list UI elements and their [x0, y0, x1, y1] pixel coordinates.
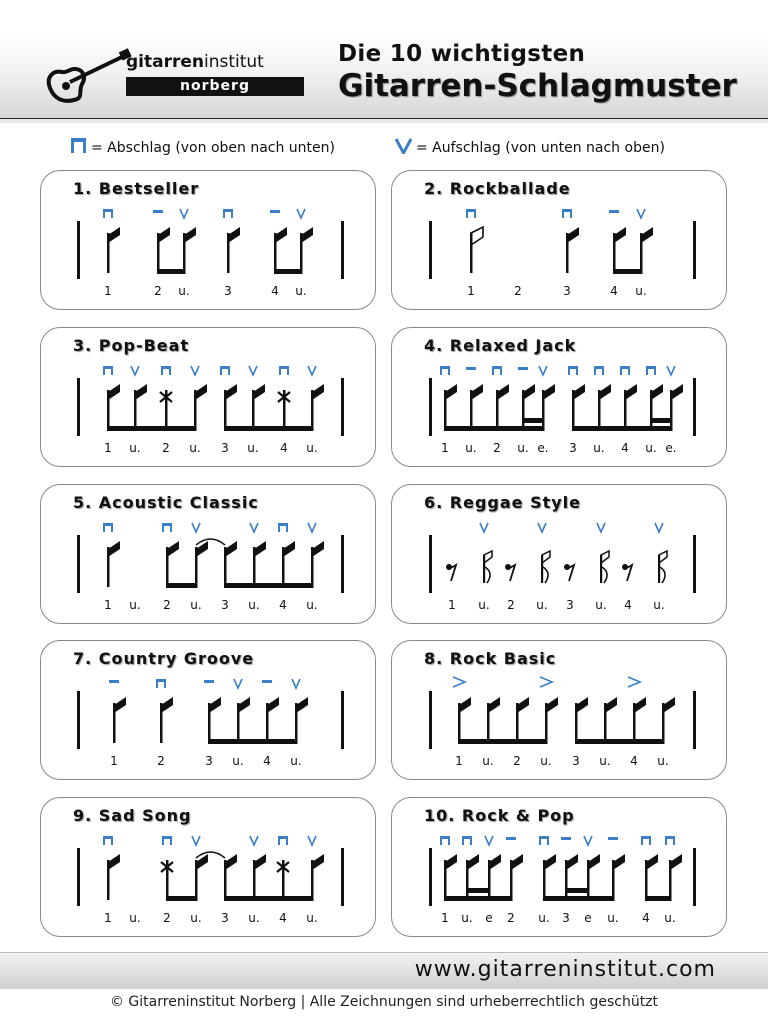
downstroke-icon — [70, 137, 87, 158]
count-label: e — [485, 911, 493, 925]
count-label: u. — [657, 754, 669, 768]
beam — [565, 888, 590, 893]
beam — [208, 739, 298, 744]
note-head — [275, 227, 287, 243]
upstroke-mark — [234, 679, 242, 688]
pattern-title: 5. Acoustic Classic — [73, 493, 259, 512]
upstroke-mark — [584, 836, 592, 845]
logo-subtitle: norberg — [126, 77, 304, 96]
upstroke-mark — [485, 836, 493, 845]
count-label: u. — [482, 754, 494, 768]
downstroke-mark — [220, 366, 230, 375]
beam — [466, 888, 491, 893]
eighth-rest — [622, 564, 632, 581]
upstroke-mark — [637, 209, 645, 218]
downstroke-mark — [103, 366, 113, 375]
bar-line-start — [429, 848, 432, 906]
count-label: u. — [248, 598, 260, 612]
strum-notation — [392, 641, 728, 781]
count-label: e — [584, 911, 592, 925]
pattern-title: 9. Sad Song — [73, 806, 192, 825]
upstroke-mark — [480, 523, 488, 532]
pattern-title: 3. Pop-Beat — [73, 336, 190, 355]
count-label: 3 — [572, 754, 580, 768]
bar-line-start — [77, 535, 80, 593]
upstroke-mark — [191, 366, 199, 375]
beam — [650, 418, 673, 423]
note-head — [267, 697, 279, 713]
note-head — [489, 854, 501, 870]
count-label: u. — [295, 284, 307, 298]
note-head — [254, 541, 266, 557]
legend-upstroke — [395, 137, 665, 158]
downstroke-mark — [594, 366, 604, 375]
bar-line-start — [77, 378, 80, 436]
downstroke-mark — [153, 210, 163, 213]
title-line-1: Die 10 wichtigsten — [338, 41, 586, 67]
count-label: 2 — [162, 441, 170, 455]
strum-notation — [392, 171, 728, 311]
bar-line-start — [77, 221, 80, 279]
strum-notation — [392, 328, 728, 468]
note-head — [114, 697, 126, 713]
downstroke-mark — [161, 366, 171, 375]
pattern-title: 8. Rock Basic — [424, 649, 557, 668]
strum-notation — [41, 798, 377, 938]
page-title: Gitarren-Schlagmuster — [338, 68, 737, 104]
count-label: u. — [247, 441, 259, 455]
beam — [224, 426, 314, 431]
note-head — [161, 697, 173, 713]
downstroke-mark — [561, 837, 571, 840]
note-head — [523, 384, 535, 400]
count-label: u. — [645, 441, 657, 455]
upstroke-mark — [180, 209, 188, 218]
note-head — [614, 227, 626, 243]
downstroke-mark — [440, 836, 450, 845]
count-label: u. — [653, 598, 665, 612]
beam — [274, 269, 303, 274]
pattern-card — [40, 640, 376, 780]
count-label: u. — [536, 598, 548, 612]
accent-mark — [453, 677, 465, 687]
downstroke-mark — [492, 366, 502, 375]
count-label: 4 — [642, 911, 650, 925]
downstroke-mark — [665, 836, 675, 845]
pattern-title: 2. Rockballade — [424, 179, 571, 198]
legend-downstroke — [70, 137, 335, 158]
count-label: 3 — [221, 598, 229, 612]
note-head — [225, 541, 237, 557]
downstroke-mark — [162, 836, 172, 845]
bar-line-end — [693, 848, 696, 906]
upstroke-mark — [192, 836, 200, 845]
downstroke-mark — [223, 209, 233, 218]
downstroke-mark — [103, 836, 113, 845]
downstroke-mark — [641, 836, 651, 845]
count-label: 1 — [104, 911, 112, 925]
count-label: u. — [599, 754, 611, 768]
count-label: u. — [540, 754, 552, 768]
count-label: u. — [129, 598, 141, 612]
note-head — [228, 227, 240, 243]
count-label: 4 — [279, 911, 287, 925]
count-label: u. — [306, 441, 318, 455]
downstroke-mark — [646, 366, 656, 375]
downstroke-mark — [278, 523, 288, 532]
downstroke-mark — [262, 680, 272, 683]
downstroke-mark — [466, 367, 476, 370]
note-head — [599, 384, 611, 400]
beam — [543, 896, 615, 901]
note-head — [158, 227, 170, 243]
count-label: 2 — [163, 598, 171, 612]
note-head — [238, 697, 250, 713]
count-label: 2 — [493, 441, 501, 455]
note-head — [312, 541, 324, 557]
flagged-note — [541, 551, 550, 583]
downstroke-mark — [462, 836, 472, 845]
count-label: u. — [538, 911, 550, 925]
beam — [444, 896, 513, 901]
downstroke-mark — [162, 523, 172, 532]
eighth-rest — [564, 564, 574, 581]
count-label: 1 — [441, 911, 449, 925]
pattern-title: 1. Bestseller — [73, 179, 200, 198]
note-head — [566, 854, 578, 870]
bar-line-end — [341, 691, 344, 749]
count-label: 3 — [221, 911, 229, 925]
note-head — [312, 384, 324, 400]
beam — [458, 739, 548, 744]
pattern-card — [391, 640, 727, 780]
copyright-notice: © Gitarreninstitut Norberg | Alle Zeichnungen sind urheberrechtlich geschützt — [109, 994, 659, 1010]
count-label: e. — [665, 441, 677, 455]
pattern-card — [40, 170, 376, 310]
note-head — [497, 384, 509, 400]
count-label: 3 — [224, 284, 232, 298]
logo-wordmark: gitarreninstitut — [126, 52, 264, 72]
pattern-card — [40, 484, 376, 624]
note-head — [605, 697, 617, 713]
count-label: 3 — [562, 911, 570, 925]
note-head — [254, 854, 266, 870]
note-head — [301, 227, 313, 243]
downstroke-mark — [539, 836, 549, 845]
note-head — [471, 384, 483, 400]
upstroke-mark — [131, 366, 139, 375]
upstroke-icon — [395, 137, 412, 158]
note-head — [108, 384, 120, 400]
upstroke-mark — [297, 209, 305, 218]
count-label: 4 — [271, 284, 279, 298]
bar-line-end — [341, 378, 344, 436]
note-head — [663, 697, 675, 713]
count-label: 2 — [154, 284, 162, 298]
note-head — [467, 854, 479, 870]
pattern-title: 4. Relaxed Jack — [424, 336, 577, 355]
downstroke-mark — [608, 837, 618, 840]
upstroke-mark — [539, 366, 547, 375]
upstroke-mark — [597, 523, 605, 532]
note-head — [445, 854, 457, 870]
count-label: 2 — [507, 598, 515, 612]
note-head — [634, 697, 646, 713]
flagged-note — [483, 551, 492, 583]
downstroke-mark — [156, 679, 166, 688]
bar-line-end — [693, 691, 696, 749]
note-head — [184, 227, 196, 243]
count-label: 3 — [563, 284, 571, 298]
note-head — [471, 227, 483, 245]
count-label: u. — [190, 598, 202, 612]
count-label: 4 — [621, 441, 629, 455]
pattern-title: 7. Country Groove — [73, 649, 255, 668]
bar-line-end — [341, 221, 344, 279]
note-head — [641, 227, 653, 243]
note-head — [209, 697, 221, 713]
count-label: 1 — [110, 754, 118, 768]
downstroke-mark — [620, 366, 630, 375]
count-label: u. — [607, 911, 619, 925]
upstroke-mark — [538, 523, 546, 532]
guitar-icon — [44, 48, 134, 104]
note-head — [544, 854, 556, 870]
website-url[interactable]: www.gitarreninstitut.com — [414, 957, 716, 982]
downstroke-mark — [279, 366, 289, 375]
flagged-note — [658, 551, 667, 583]
note-head — [225, 384, 237, 400]
legend-upstroke-text: = Aufschlag (von unten nach oben) — [416, 139, 665, 156]
strum-notation — [41, 328, 377, 468]
downstroke-mark — [204, 680, 214, 683]
downstroke-mark — [270, 210, 280, 213]
count-label: 3 — [205, 754, 213, 768]
upstroke-mark — [250, 836, 258, 845]
pattern-title: 6. Reggae Style — [424, 493, 582, 512]
note-head — [296, 697, 308, 713]
bar-line-start — [429, 691, 432, 749]
bar-line-start — [429, 535, 432, 593]
bar-line-end — [693, 378, 696, 436]
downstroke-mark — [440, 366, 450, 375]
pattern-card — [391, 170, 727, 310]
count-label: u. — [595, 598, 607, 612]
header-shadow — [0, 119, 768, 123]
count-label: u. — [189, 441, 201, 455]
count-label: 1 — [104, 441, 112, 455]
upstroke-mark — [308, 523, 316, 532]
downstroke-mark — [466, 209, 476, 218]
bar-line-start — [429, 221, 432, 279]
note-head — [108, 541, 120, 557]
note-head — [671, 384, 683, 400]
count-label: u. — [290, 754, 302, 768]
note-head — [543, 384, 555, 400]
downstroke-mark — [562, 209, 572, 218]
strum-notation — [41, 485, 377, 625]
upstroke-mark — [667, 366, 675, 375]
count-label: 3 — [569, 441, 577, 455]
beam — [166, 896, 198, 901]
strum-notation — [392, 798, 728, 938]
beam — [645, 896, 672, 901]
beam — [572, 426, 673, 431]
count-label: u. — [461, 911, 473, 925]
count-label: 2 — [507, 911, 515, 925]
downstroke-mark — [278, 836, 288, 845]
beam — [575, 739, 665, 744]
count-label: 2 — [163, 911, 171, 925]
beam — [613, 269, 643, 274]
note-head — [167, 541, 179, 557]
beam — [107, 426, 197, 431]
count-label: 1 — [441, 441, 449, 455]
note-head — [567, 227, 579, 243]
upstroke-mark — [250, 523, 258, 532]
beam — [522, 418, 545, 423]
note-head — [283, 541, 295, 557]
pattern-card — [391, 484, 727, 624]
note-head — [195, 384, 207, 400]
count-label: u. — [635, 284, 647, 298]
count-label: u. — [465, 441, 477, 455]
upstroke-mark — [292, 679, 300, 688]
strum-notation — [41, 641, 377, 781]
count-label: 1 — [467, 284, 475, 298]
count-label: u. — [517, 441, 529, 455]
bar-line-end — [341, 535, 344, 593]
downstroke-mark — [568, 366, 578, 375]
downstroke-mark — [609, 210, 619, 213]
upstroke-mark — [192, 523, 200, 532]
count-label: 4 — [624, 598, 632, 612]
note-head — [225, 854, 237, 870]
strum-notation — [41, 171, 377, 311]
count-label: 4 — [279, 598, 287, 612]
bar-line-end — [341, 848, 344, 906]
accent-mark — [540, 677, 552, 687]
count-label: u. — [129, 911, 141, 925]
top-margin — [0, 0, 768, 34]
bar-line-end — [693, 221, 696, 279]
tie — [196, 539, 225, 545]
count-label: 4 — [280, 441, 288, 455]
note-head — [108, 854, 120, 870]
count-label: u. — [232, 754, 244, 768]
downstroke-mark — [103, 209, 113, 218]
downstroke-mark — [103, 523, 113, 532]
note-head — [546, 697, 558, 713]
count-label: u. — [306, 911, 318, 925]
note-head — [651, 384, 663, 400]
upstroke-mark — [249, 366, 257, 375]
note-head — [488, 697, 500, 713]
accent-mark — [628, 677, 640, 687]
note-head — [135, 384, 147, 400]
count-label: u. — [248, 911, 260, 925]
note-head — [253, 384, 265, 400]
beam — [444, 426, 545, 431]
beam — [157, 269, 186, 274]
upstroke-mark — [655, 523, 663, 532]
count-label: 4 — [630, 754, 638, 768]
count-label: 3 — [566, 598, 574, 612]
pattern-title: 10. Rock & Pop — [424, 806, 575, 825]
bar-line-end — [693, 535, 696, 593]
bar-line-start — [429, 378, 432, 436]
note-head — [445, 384, 457, 400]
count-label: e. — [537, 441, 549, 455]
beam — [224, 583, 314, 588]
count-label: u. — [306, 598, 318, 612]
note-head — [108, 227, 120, 243]
note-head — [459, 697, 471, 713]
tie — [196, 852, 225, 858]
note-head — [312, 854, 324, 870]
count-label: u. — [178, 284, 190, 298]
downstroke-mark — [506, 837, 516, 840]
upstroke-mark — [308, 836, 316, 845]
count-label: 1 — [448, 598, 456, 612]
count-label: u. — [664, 911, 676, 925]
note-head — [588, 854, 600, 870]
note-head — [646, 854, 658, 870]
count-label: 3 — [221, 441, 229, 455]
downstroke-mark — [109, 680, 119, 683]
count-label: u. — [129, 441, 141, 455]
beam — [166, 583, 198, 588]
note-head — [670, 854, 682, 870]
count-label: 1 — [455, 754, 463, 768]
eighth-rest — [446, 564, 456, 581]
count-label: 4 — [610, 284, 618, 298]
note-head — [517, 697, 529, 713]
pattern-card — [40, 797, 376, 937]
strum-notation — [392, 485, 728, 625]
pattern-card — [391, 327, 727, 467]
count-label: u. — [593, 441, 605, 455]
pattern-card — [391, 797, 727, 937]
count-label: u. — [190, 911, 202, 925]
legend-downstroke-text: = Abschlag (von oben nach unten) — [91, 139, 335, 156]
count-label: 4 — [263, 754, 271, 768]
bar-line-start — [77, 848, 80, 906]
count-label: 2 — [157, 754, 165, 768]
upstroke-mark — [308, 366, 316, 375]
logo — [44, 48, 314, 104]
count-label: 1 — [104, 284, 112, 298]
eighth-rest — [505, 564, 515, 581]
count-label: u. — [478, 598, 490, 612]
note-head — [511, 854, 523, 870]
beam — [224, 896, 314, 901]
count-label: 2 — [514, 284, 522, 298]
flagged-note — [600, 551, 609, 583]
bar-line-start — [77, 691, 80, 749]
note-head — [576, 697, 588, 713]
count-label: 2 — [513, 754, 521, 768]
note-head — [613, 854, 625, 870]
downstroke-mark — [518, 367, 528, 370]
note-head — [573, 384, 585, 400]
pattern-card — [40, 327, 376, 467]
count-label: 1 — [104, 598, 112, 612]
note-head — [625, 384, 637, 400]
